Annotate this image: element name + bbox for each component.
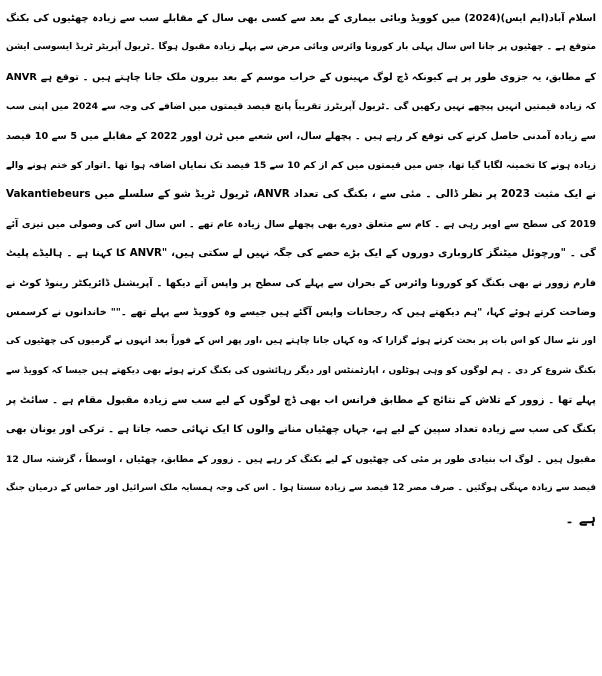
article-line-16: مقبول ہیں ۔ لوگ اب بنیادی طور پر مئی کی چھٹیوں کے لیے بکنگ کر رہے ہیں ۔ زوور کے مطابق، چھٹیاں ، اوسطاً ، گزشتہ سال 12 (6, 453, 596, 465)
article-line-7: Vakantiebeurs ٹریول ٹریڈ شو کے سلسلے میں ،ANVR نے ایک مثبت 2023 پر نظر ڈالی ۔ مئی سے ، بکنگ کی تعداد (6, 188, 596, 201)
article-line-15: بکنگ کی سب سے زیادہ تعداد سپین کے لیے ہے، جہاں چھٹیاں منانے والوں کا ایک تہائی حصہ جاتا ہے ۔ ترکی اور یونان بھی (6, 424, 596, 436)
article-line-8: 2019 کی سطح سے اوپر رہی ہے ۔ کام سے متعلق دورے بھی پچھلے سال زیادہ عام تھے ۔ اس سال اس کی وصولی میں تیزی آئے (6, 218, 596, 230)
article-line-5: سے زیادہ آمدنی حاصل کرنے کی توقع کر رہے ہیں ۔ پچھلے سال، اس شعبے میں ٹرن اوور 2022 کے مقابلے میں 5 سے 10 فیصد (6, 130, 596, 142)
article-line-1: اسلام آباد(ایم ایس)(2024) میں کوویڈ وبائی بیماری کے بعد سے کسی بھی سال کے مقابلے سب سے زیادہ چھٹیوں کی بکنگ (6, 13, 596, 24)
article-body (6, 4, 596, 533)
article-line-2: متوقع ہے ۔ چھٹیوں پر جانا اس سال پہلی بار کورونا وائرس وبائی مرض سے پہلے زیادہ مقبول ہوگا ۔ٹریول آپریٹر ٹریڈ ایسوسی ایشن (6, 42, 596, 53)
article-line-11: وضاحت کرتے ہوئے کہا، "ہم دیکھتے ہیں کہ رجحانات واپس آگئے ہیں جیسے وہ کوویڈ سے پہلے تھے ۔"" خاندانوں نے کرسمس (6, 306, 596, 318)
article-line-4: کہ زیادہ قیمتیں انہیں پیچھے نہیں رکھیں گی ۔ٹریول آپریٹرز تقریباً پانچ فیصد قیمتوں میں اضافے کی وجہ سے 2024 میں اپنی سب (6, 101, 596, 113)
article-line-3: ANVR کے مطابق، یہ جزوی طور پر ہے کیونکہ ڈچ لوگ مہینوں کے خراب موسم کے بعد بیرون ملک جانا چاہتے ہیں ۔ توقع ہے (6, 71, 596, 83)
article-line-13: بکنگ شروع کر دی ۔ ہم لوگوں کو وہی ہوٹلوں ، اپارٹمنٹس اور دیگر رہائشوں کی بکنگ کرتے ہوئے بھی دیکھتے ہیں جیسا کہ کوویڈ سے (6, 365, 596, 376)
article-line-18: ہے ۔ (565, 509, 596, 527)
article-line-17: فیصد سے زیادہ مہنگی ہوگئیں ۔ صرف مصر 12 فیصد سے زیادہ سستا ہوا ۔ اس کی وجہ ہمسایہ ملک اسرائیل اور حماس کے درمیان جنگ (6, 483, 596, 494)
article-line-12: اور نئے سال کو اس بات پر بحث کرتے ہوئے گزارا کہ وہ کہاں جانا چاہتے ہیں ،اور پھر اس کے فوراً بعد انہوں نے گرمیوں کی چھٹیوں کی (6, 336, 596, 347)
article-line-14: پہلے تھا ۔ زوور کے تلاش کے نتائج کے مطابق فرانس اب بھی ڈچ لوگوں کے لیے سب سے زیادہ مقبول مقام ہے ۔ سائٹ پر (6, 395, 596, 407)
article-line-10: فارم زوور نے بھی بکنگ کو کورونا وائرس کے بحران سے پہلے کی سطح پر واپس آتے دیکھا ۔ آپریشنل ڈائریکٹر رینوڈ کوٹ نے (6, 277, 596, 289)
article-line-6: زیادہ ہونے کا تخمینہ لگایا گیا تھا، جس میں قیمتوں میں کم از کم 10 سے 15 فیصد تک نمایاں اضافہ ہوا تھا ۔اتوار کو ختم ہونے والے (6, 159, 596, 171)
article-line-9: گی ۔ "ورچوئل میٹنگز کاروباری دوروں کے ایک بڑے حصے کی جگہ نہیں لے سکتی ہیں، "ANVR کا کہنا ہے ۔ ہالیڈے پلیٹ (6, 248, 596, 260)
